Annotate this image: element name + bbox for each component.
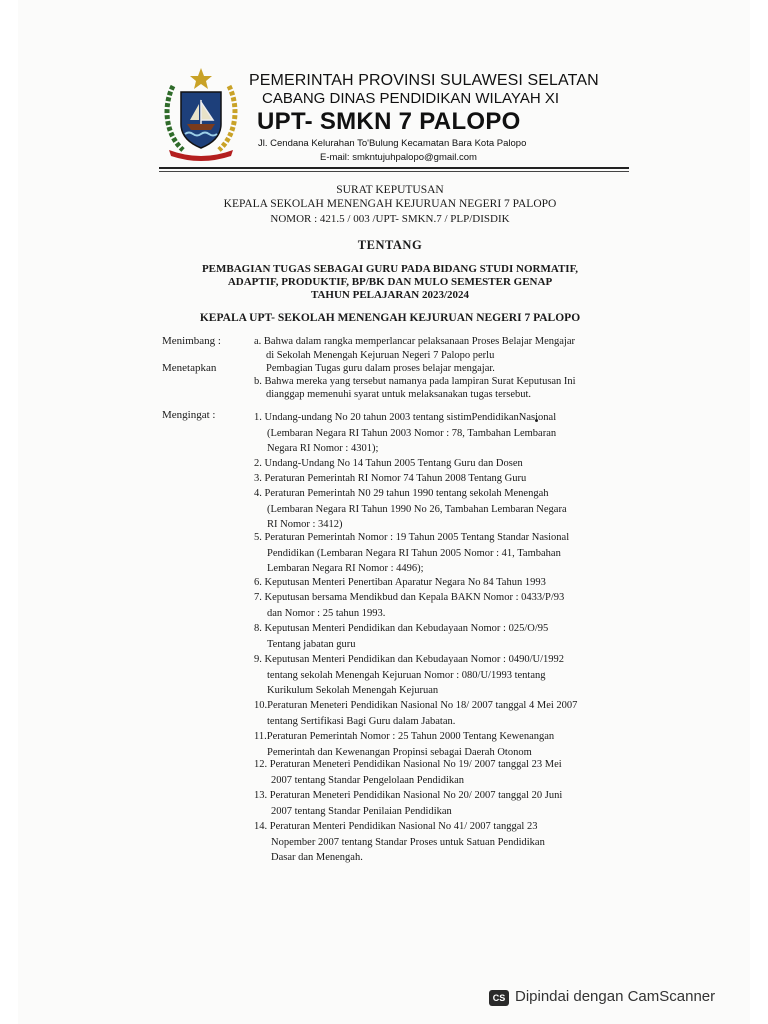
mengingat-item-5 — [254, 530, 569, 577]
mengingat-item-14 — [254, 819, 545, 866]
decree-authority: KEPALA UPT- SEKOLAH MENENGAH KEJURUAN NEGERI 7 PALOPO — [199, 312, 581, 324]
decree-number: NOMOR : 421.5 / 003 /UPT- SMKN.7 / PLP/DISDIK — [270, 213, 510, 225]
letterhead-rule-thin — [159, 171, 629, 172]
decree-tentang: TENTANG — [357, 238, 423, 252]
item-line: 2007 tentang Standar Pengelolaan Pendidikan — [271, 774, 465, 786]
item-line: tentang Sertifikasi Bagi Guru dalam Jabatan. — [267, 715, 456, 727]
item-line: (Lembaran Negara RI Tahun 1990 No 26, Tambahan Lembaran Negara — [267, 503, 567, 515]
menimbang-label: Menimbang : — [162, 335, 221, 347]
item-line: 8. Keputusan Menteri Pendidikan dan Kebudayaan Nomor : 025/O/95 — [254, 623, 549, 634]
letterhead-email: E-mail: smkntujuhpalopo@gmail.com — [320, 152, 477, 163]
item-line: 3. Peraturan Pemerintah RI Nomor 74 Tahun 2008 Tentang Guru — [254, 473, 527, 484]
mengingat-item-3 — [254, 471, 526, 487]
item-line: Tentang jabatan guru — [267, 638, 356, 650]
item-line: 7. Keputusan bersama Mendikbud dan Kepala BAKN Nomor : 0433/P/93 — [254, 592, 565, 603]
item-line: Kurikulum Sekolah Menengah Kejuruan — [267, 685, 439, 696]
letterhead-address: Jl. Cendana Kelurahan To'Bulung Kecamatan Bara Kota Palopo — [258, 138, 527, 149]
mengingat-item-2 — [254, 456, 523, 472]
mengingat-item-8 — [254, 621, 548, 652]
item-line: 6. Keputusan Menteri Penertiban Aparatur Negara No 84 Tahun 1993 — [254, 577, 546, 588]
decree-subject-line: ADAPTIF, PRODUKTIF, BP/BK DAN MULO SEMESTER GENAP — [227, 276, 553, 288]
mengingat-label: Mengingat : — [162, 409, 216, 421]
letterhead-department: CABANG DINAS PENDIDIKAN WILAYAH XI — [262, 90, 560, 107]
item-line: Pemerintah dan Kewenangan Propinsi sebagai Daerah Otonom — [267, 746, 532, 758]
item-line: 11.Peraturan Pemerintah Nomor : 25 Tahun 2000 Tentang Kewenangan — [254, 731, 555, 742]
item-line: tentang sekolah Menengah Kejuruan Nomor : 080/U/1993 tentang — [267, 669, 546, 681]
mengingat-item-9 — [254, 652, 564, 699]
item-line: 4. Peraturan Pemerintah N0 29 tahun 1990 tentang sekolah Menengah — [254, 488, 549, 499]
item-line: (Lembaran Negara RI Tahun 2003 Nomor : 78, Tambahan Lembaran — [267, 427, 557, 439]
item-line: 13. Peraturan Meneteri Pendidikan Nasional No 20/ 2007 tanggal 20 Juni — [254, 790, 563, 801]
item-line: 14. Peraturan Menteri Pendidikan Nasional No 41/ 2007 tanggal 23 — [254, 821, 538, 832]
mengingat-item-11 — [254, 729, 554, 760]
item-line: Dasar dan Menengah. — [271, 852, 363, 863]
decree-subject — [140, 263, 640, 302]
mengingat-item-12 — [254, 757, 562, 788]
menimbang-a-line: Pembagian Tugas guru dalam proses belajar mengajar. — [266, 363, 495, 374]
item-line: 10.Peraturan Meneteri Pendidikan Nasional No 18/ 2007 tanggal 4 Mei 2007 — [254, 700, 578, 711]
camscanner-watermark: Dipindai dengan CamScanner — [515, 988, 716, 1005]
decree-issuer: KEPALA SEKOLAH MENENGAH KEJURUAN NEGERI 7 PALOPO — [223, 198, 557, 210]
letterhead-school-name: UPT- SMKN 7 PALOPO — [257, 108, 521, 135]
item-line: Pendidikan (Lembaran Negara RI Tahun 2005 Nomor : 41, Tambahan — [267, 547, 561, 559]
menimbang-a-line: di Sekolah Menengah Kejuruan Negeri 7 Palopo perlu — [266, 350, 495, 361]
mengingat-item-4 — [254, 486, 567, 533]
item-line: Lembaran Negara RI Nomor : 4496); — [267, 563, 424, 574]
letterhead-province: PEMERINTAH PROVINSI SULAWESI SELATAN — [249, 72, 599, 89]
item-line: 2007 tentang Standar Penilaian Pendidikan — [271, 805, 452, 817]
item-line: 1. Undang-undang No 20 tahun 2003 tentang sistimPendidikanNasional — [254, 412, 557, 423]
item-line: 9. Keputusan Menteri Pendidikan dan Kebudayaan Nomor : 0490/U/1992 — [254, 654, 564, 665]
menimbang-a-line: a. Bahwa dalam rangka memperlancar pelaksanaan Proses Belajar Mengajar — [254, 336, 575, 347]
mengingat-item-7 — [254, 590, 564, 621]
letterhead-rule-thick — [159, 167, 629, 169]
decree-title: SURAT KEPUTUSAN — [336, 184, 444, 196]
decree-subject-line: TAHUN PELAJARAN 2023/2024 — [310, 289, 470, 301]
item-line: 12. Peraturan Meneteri Pendidikan Nasional No 19/ 2007 tanggal 23 Mei — [254, 759, 562, 770]
decree-subject-line: PEMBAGIAN TUGAS SEBAGAI GURU PADA BIDANG STUDI NORMATIF, — [201, 263, 579, 275]
item-line: 2. Undang-Undang No 14 Tahun 2005 Tentang Guru dan Dosen — [254, 458, 523, 469]
mengingat-item-10 — [254, 698, 577, 729]
mengingat-item-1 — [254, 410, 556, 457]
item-line: RI Nomor : 3412) — [267, 519, 343, 530]
menimbang-b-line: dianggap memenuhi syarat untuk melaksanakan tugas tersebut. — [266, 389, 532, 400]
item-line: dan Nomor : 25 tahun 1993. — [267, 607, 386, 619]
province-emblem-logo — [161, 66, 241, 162]
menetapkan-label: Menetapkan — [162, 362, 217, 374]
camscanner-logo-icon: CS — [489, 990, 509, 1006]
mengingat-item-13 — [254, 788, 562, 819]
item-line: 5. Peraturan Pemerintah Nomor : 19 Tahun 2005 Tentang Standar Nasional — [254, 532, 570, 543]
mengingat-item-6 — [254, 575, 546, 591]
item-line: Negara RI Nomor : 4301); — [267, 443, 379, 454]
item-line: Nopember 2007 tentang Standar Proses untuk Satuan Pendidikan — [271, 836, 545, 848]
menimbang-b-line: b. Bahwa mereka yang tersebut namanya pada lampiran Surat Keputusan Ini — [254, 376, 576, 387]
